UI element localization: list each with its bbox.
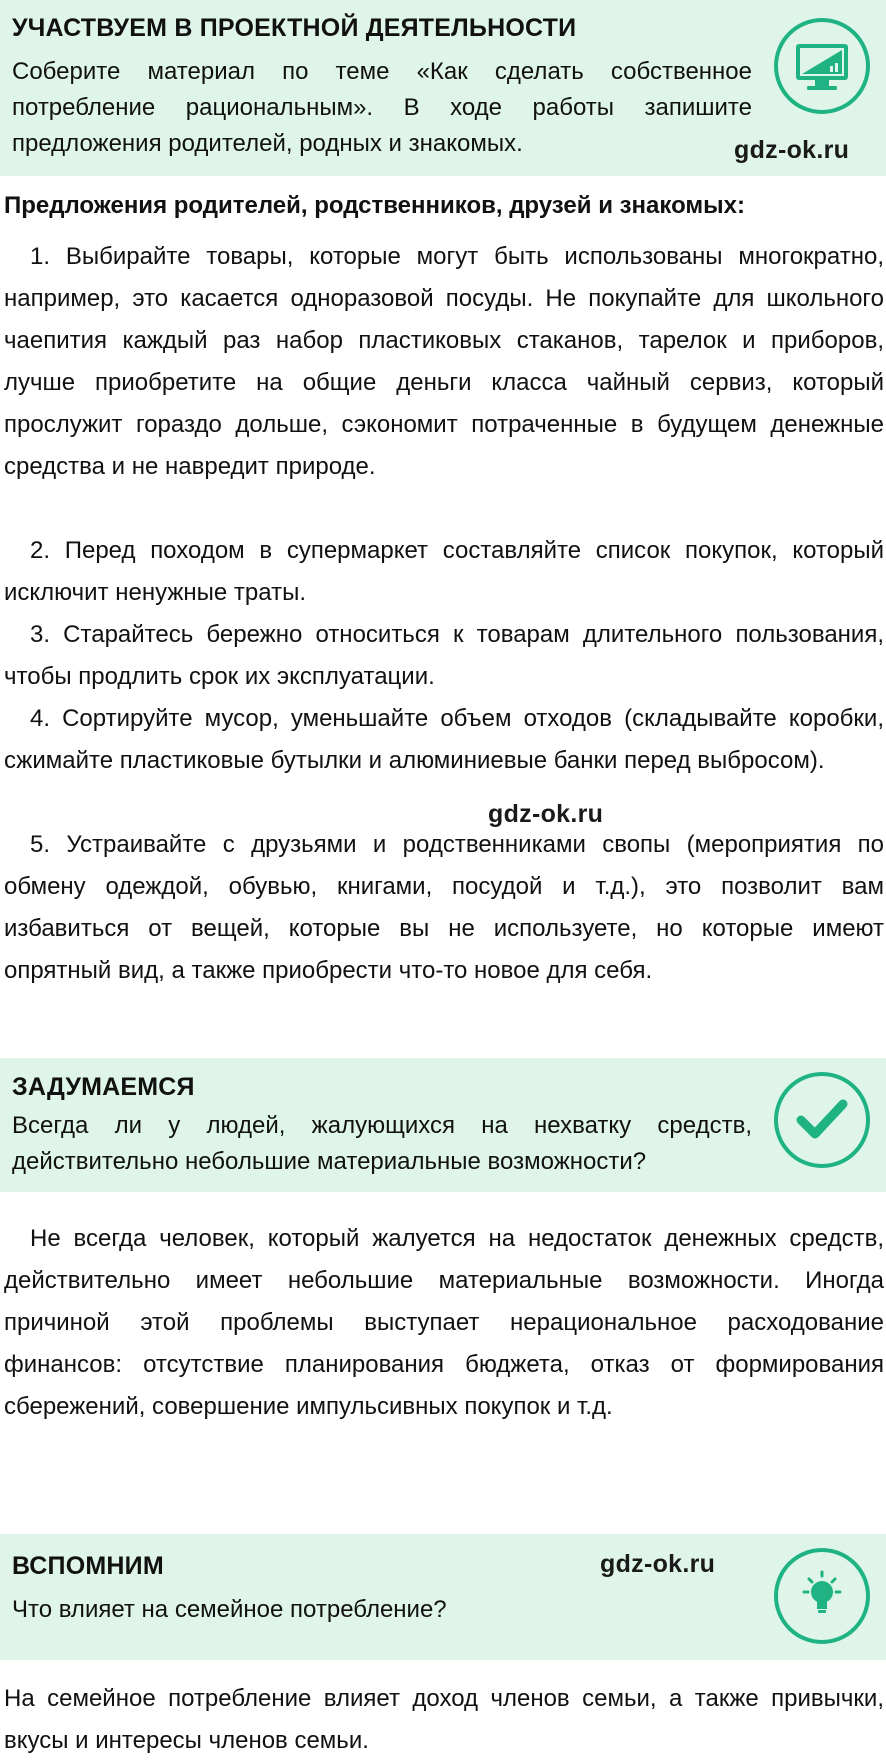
suggestion-item-4: 4. Сортируйте мусор, уменьшайте объем отходов (складывайте коробки, сжимайте пластиковые бутылки и алюминиевые банки перед выбросом).	[4, 705, 884, 774]
lightbulb-icon	[774, 1548, 870, 1644]
watermark: gdz-ok.ru	[734, 136, 850, 164]
checkmark-icon	[774, 1072, 870, 1168]
think-panel	[0, 1058, 886, 1192]
project-task-text: Соберите материал по теме «Как сделать собственное потребление рациональным». В ходе работы запишите предложения родителей, родных и знакомых.	[12, 58, 752, 157]
remember-title: ВСПОМНИМ	[12, 1552, 164, 1580]
remember-panel	[0, 1534, 886, 1660]
watermark: gdz-ok.ru	[488, 800, 604, 828]
think-title: ЗАДУМАЕМСЯ	[12, 1073, 195, 1101]
suggestion-item-2: 2. Перед походом в супермаркет составляйте список покупок, который исключит ненужные траты.	[4, 537, 884, 606]
watermark: gdz-ok.ru	[600, 1550, 716, 1578]
think-question-text: Всегда ли у людей, жалующихся на нехватку средств, действительно небольшие материальные возможности?	[12, 1112, 752, 1175]
think-answer: Не всегда человек, который жалуется на недостаток денежных средств, действительно имеет небольшие материальные возможности. Иногда причиной этой проблемы выступает нерациональное расходование финансов: отсутствие планирования бюджета, отказ от формирования сбережений, совершение импульсивных покупок и т.д.	[4, 1225, 884, 1420]
suggestion-item-5: 5. Устраивайте с друзьями и родственниками свопы (мероприятия по обмену одеждой, обувью, книгами, посудой и т.д.), это позволит вам избавиться от вещей, которые вы не используете, но которые имеют опрятный вид, а также приобрести что-то новое для себя.	[4, 831, 884, 984]
suggestions-heading: Предложения родителей, родственников, друзей и знакомых:	[4, 192, 746, 219]
project-panel	[0, 0, 886, 176]
computer-chart-icon	[774, 18, 870, 114]
project-title: УЧАСТВУЕМ В ПРОЕКТНОЙ ДЕЯТЕЛЬНОСТИ	[12, 14, 577, 42]
suggestion-item-1: 1. Выбирайте товары, которые могут быть использованы многократно, например, это касается одноразовой посуды. Не покупайте для школьного чаепития каждый раз набор пластиковых стаканов, тарелок и приборов, лучше приобретите на общие деньги класса чайный сервиз, который прослужит гораздо дольше, сэкономит потраченные в будущем денежные средства и не навредит природе.	[4, 243, 884, 480]
remember-answer: На семейное потребление влияет доход членов семьи, а также привычки, вкусы и интересы членов семьи.	[4, 1685, 884, 1754]
suggestion-item-3: 3. Старайтесь бережно относиться к товарам длительного пользования, чтобы продлить срок их эксплуатации.	[4, 621, 884, 690]
remember-question-text: Что влияет на семейное потребление?	[12, 1596, 447, 1623]
